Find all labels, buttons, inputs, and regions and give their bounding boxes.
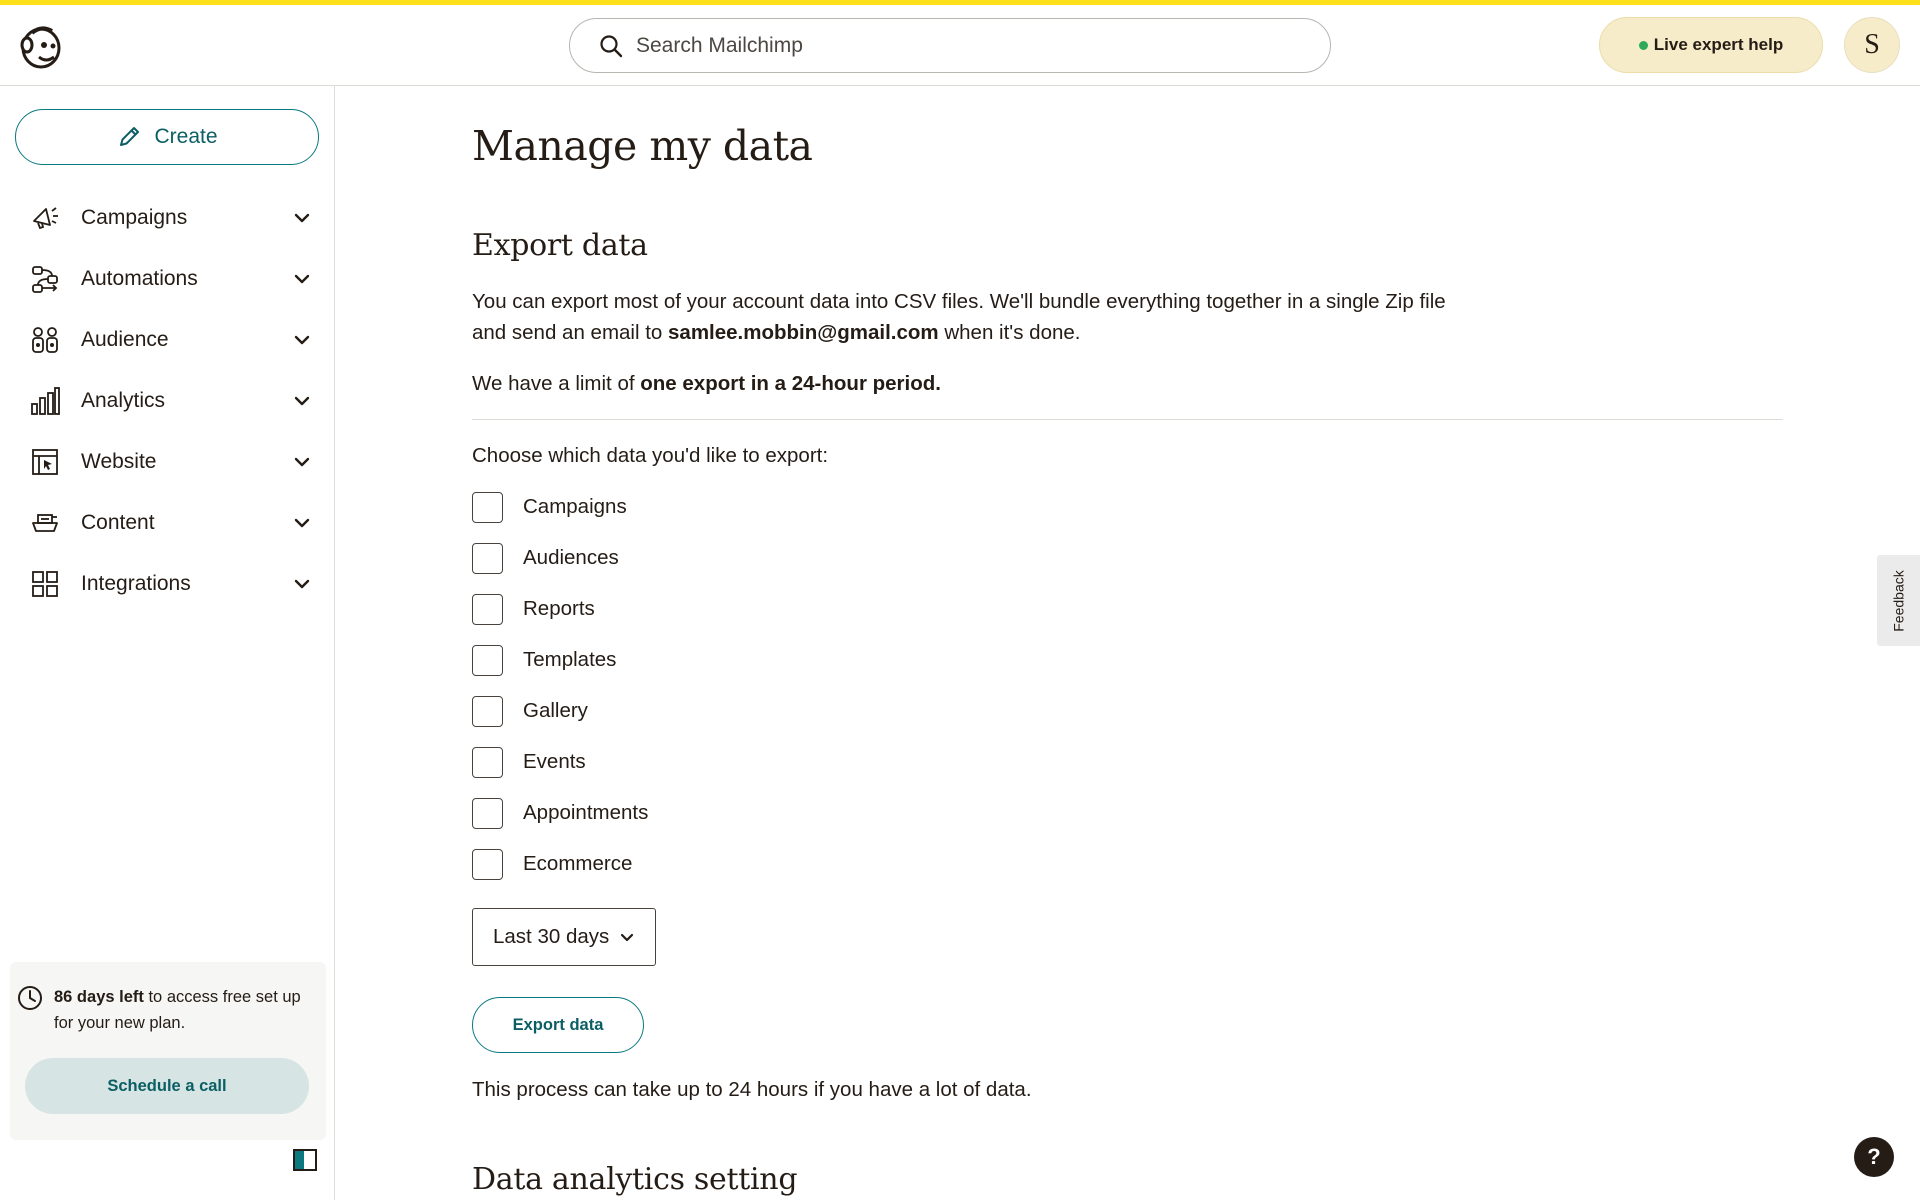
data-analytics-heading: Data analytics setting <box>472 1162 798 1197</box>
search-icon <box>598 33 624 59</box>
sidebar-item-content[interactable] <box>0 492 335 553</box>
sidebar-item-label: Campaigns <box>81 205 188 229</box>
feedback-label: Feedback <box>1890 569 1907 632</box>
export-intro-text: You can export most of your account data into CSV files. We'll bundle everything together in a single Zip file and send an email to <box>472 290 1446 344</box>
sidebar <box>0 86 335 1200</box>
help-button[interactable]: ? <box>1854 1137 1894 1177</box>
checkbox[interactable] <box>472 696 503 727</box>
create-label: Create <box>154 125 218 148</box>
checkbox-label: Gallery <box>523 699 588 722</box>
export-limit-prefix: We have a limit of <box>472 372 641 395</box>
checkbox-label: Ecommerce <box>523 852 633 875</box>
trial-description: to access free set up for your new plan. <box>54 988 301 1032</box>
grid-icon <box>30 569 60 599</box>
export-limit-bold: one export in a 24-hour period. <box>640 372 941 395</box>
search-input[interactable] <box>569 18 1331 73</box>
checkbox[interactable] <box>472 543 503 574</box>
main-content <box>472 86 1782 1200</box>
chevron-down-icon[interactable] <box>293 392 311 410</box>
chevron-down-icon[interactable] <box>293 514 311 532</box>
checkbox[interactable] <box>472 492 503 523</box>
checkbox-ecommerce[interactable] <box>472 848 632 880</box>
checkbox-templates[interactable] <box>472 644 616 676</box>
chevron-down-icon[interactable] <box>293 575 311 593</box>
automation-flow-icon <box>30 264 60 294</box>
schedule-call-button[interactable]: Schedule a call <box>25 1058 309 1114</box>
create-button[interactable] <box>15 109 319 165</box>
checkbox[interactable] <box>472 594 503 625</box>
sidebar-item-label: Audience <box>81 327 169 351</box>
avatar[interactable]: S <box>1844 17 1900 73</box>
checkbox-label: Templates <box>523 648 617 671</box>
mailchimp-logo-icon[interactable] <box>14 19 68 73</box>
page-title: Manage my data <box>472 122 813 170</box>
checkbox-events[interactable] <box>472 746 586 778</box>
live-expert-help-button[interactable] <box>1599 17 1823 73</box>
search-placeholder: Search Mailchimp <box>636 33 803 57</box>
sidebar-nav <box>0 187 335 614</box>
content-icon <box>30 508 60 538</box>
megaphone-icon <box>30 203 60 233</box>
clock-icon <box>16 984 44 1012</box>
sidebar-item-label: Integrations <box>81 571 191 595</box>
checkbox-reports[interactable] <box>472 593 595 625</box>
pencil-icon <box>116 124 142 150</box>
online-status-dot-icon <box>1639 41 1648 50</box>
sidebar-item-analytics[interactable] <box>0 370 335 431</box>
checkbox-label: Appointments <box>523 801 649 824</box>
export-data-button[interactable]: Export data <box>472 997 644 1053</box>
top-header <box>0 5 1920 86</box>
sidebar-item-campaigns[interactable] <box>0 187 335 248</box>
choose-data-label: Choose which data you'd like to export: <box>472 444 829 467</box>
sidebar-item-label: Automations <box>81 266 198 290</box>
bar-chart-icon <box>30 386 60 416</box>
export-note: This process can take up to 24 hours if you have a lot of data. <box>472 1078 1032 1101</box>
account-email: samlee.mobbin@gmail.com <box>668 321 939 344</box>
trial-text <box>54 984 320 1036</box>
sidebar-item-label: Analytics <box>81 388 166 412</box>
sidebar-item-website[interactable] <box>0 431 335 492</box>
export-limit <box>472 368 1452 399</box>
feedback-tab[interactable] <box>1877 555 1920 646</box>
sidebar-item-label: Content <box>81 510 155 534</box>
checkbox-gallery[interactable] <box>472 695 588 727</box>
date-range-value: Last 30 days <box>493 925 610 948</box>
checkbox-label: Audiences <box>523 546 619 569</box>
sidebar-item-integrations[interactable] <box>0 553 335 614</box>
chevron-down-icon <box>619 929 635 945</box>
divider <box>472 419 1783 420</box>
export-intro <box>472 286 1452 348</box>
chevron-down-icon[interactable] <box>293 453 311 471</box>
date-range-select[interactable] <box>472 908 656 966</box>
audience-icon <box>30 325 60 355</box>
trial-days-left: 86 days left <box>54 988 144 1006</box>
export-data-heading: Export data <box>472 228 648 263</box>
checkbox-audiences[interactable] <box>472 542 619 574</box>
checkbox[interactable] <box>472 798 503 829</box>
checkbox[interactable] <box>472 645 503 676</box>
website-icon <box>30 447 60 477</box>
checkbox-campaigns[interactable] <box>472 491 627 523</box>
sidebar-item-audience[interactable] <box>0 309 335 370</box>
checkbox-label: Events <box>523 750 586 773</box>
sidebar-item-label: Website <box>81 449 157 473</box>
chevron-down-icon[interactable] <box>293 270 311 288</box>
export-intro-text-end: when it's done. <box>938 321 1081 344</box>
trial-banner <box>10 962 326 1140</box>
checkbox[interactable] <box>472 849 503 880</box>
checkbox-label: Reports <box>523 597 595 620</box>
chevron-down-icon[interactable] <box>293 209 311 227</box>
live-expert-help-label: Live expert help <box>1653 35 1784 54</box>
chevron-down-icon[interactable] <box>293 331 311 349</box>
checkbox[interactable] <box>472 747 503 778</box>
checkbox-label: Campaigns <box>523 495 627 518</box>
collapse-sidebar-icon[interactable] <box>293 1149 317 1171</box>
sidebar-item-automations[interactable] <box>0 248 335 309</box>
checkbox-appointments[interactable] <box>472 797 648 829</box>
